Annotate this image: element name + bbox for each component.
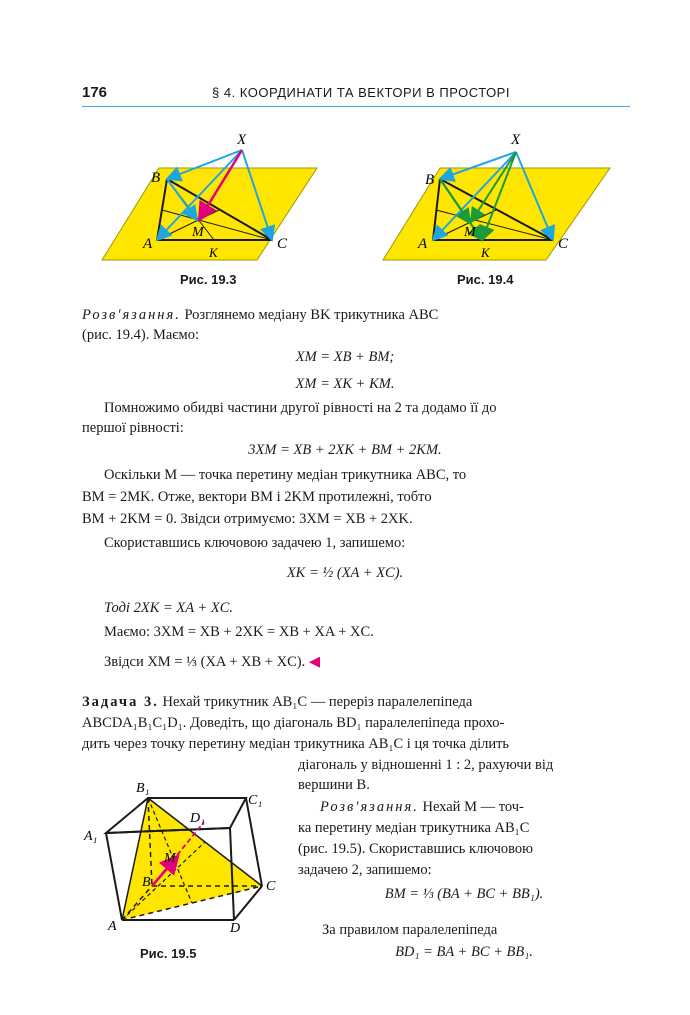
section-title: § 4. КООРДИНАТИ ТА ВЕКТОРИ В ПРОСТОРІ xyxy=(212,85,510,100)
paragraph-3b: BM = 2MK. Отже, вектори BM і 2KM протилежні, тобто xyxy=(82,489,432,505)
label-d: D xyxy=(230,921,241,936)
paragraph-5: Тоді 2XK = XA + XC. xyxy=(104,600,234,616)
page-number: 176 xyxy=(82,84,108,101)
equation-5: BM = ⅓ (BA + BC + BB₁). xyxy=(384,886,544,902)
label-c1: C₁ xyxy=(248,793,263,808)
paragraph-3c: BM + 2KM = 0. Звідси отримуємо: 3XM = XB + 2XK. xyxy=(82,511,413,527)
caption-19-4: Рис. 19.4 xyxy=(457,272,514,287)
label-k: K xyxy=(481,245,490,260)
header-rule xyxy=(82,106,630,107)
task-3-line-4: діагональ у відношенні 1 : 2, рахуючи від xyxy=(298,757,554,773)
label-m: M xyxy=(192,225,204,240)
paragraph-6: Маємо: 3XM = XB + 2XK = XB + XA + XC. xyxy=(104,624,374,640)
label-b: B xyxy=(142,875,151,890)
label-d1: D₁ xyxy=(190,811,205,826)
label-c: C xyxy=(277,236,288,252)
solution-paragraph-1: Розв'язання. Розглянемо медіану BK трикутника ABC xyxy=(82,307,439,323)
label-c: C xyxy=(266,879,276,894)
paragraph-7: Звідси XM = ⅓ (XA + XB + XC). ◀ xyxy=(104,654,320,670)
task-3-line-3: дить через точку перетину медіан трикутника AB₁C і ця точка ділить xyxy=(82,736,510,752)
solution-2-line-1: Розв'язання. Нехай M — точ- xyxy=(320,799,524,815)
end-of-solution-icon: ◀ xyxy=(308,654,320,670)
label-a: A xyxy=(143,236,153,252)
paragraph-8: За правилом паралелепіпеда xyxy=(322,922,498,938)
task-3-line-2: ABCDA₁B₁C₁D₁. Доведіть, що діагональ BD₁ паралелепіпеда прохо- xyxy=(82,715,505,731)
equation-6: BD₁ = BA + BC + BB₁. xyxy=(395,944,533,960)
paragraph-4: Скориставшись ключовою задачею 1, запишемо: xyxy=(104,535,406,551)
equation-2: XM = XK + KM. xyxy=(295,376,395,392)
solution-2-line-3: (рис. 19.5). Скориставшись ключовою xyxy=(298,841,533,857)
page-header xyxy=(82,84,630,106)
label-c: C xyxy=(558,236,569,252)
label-b: B xyxy=(151,170,161,186)
equation-3: 3XM = XB + 2XK + BM + 2KM. xyxy=(248,442,442,458)
caption-19-5: Рис. 19.5 xyxy=(140,946,197,961)
label-b: B xyxy=(425,172,435,188)
label-m: M xyxy=(164,851,176,866)
equation-1: XM = XB + BM; xyxy=(295,349,395,365)
solution-2-line-2: ка перетину медіан трикутника AB₁C xyxy=(298,820,530,836)
label-a1: A₁ xyxy=(84,829,98,844)
figure-19-3 xyxy=(97,130,322,265)
paragraph-2a: Помножимо обидві частини другої рівності на 2 та додамо її до xyxy=(104,400,497,416)
label-a: A xyxy=(108,919,117,934)
figure-19-4 xyxy=(378,130,613,265)
task-3-line-5: вершини B. xyxy=(298,777,370,793)
label-a: A xyxy=(418,236,428,252)
figure-19-5 xyxy=(82,778,287,938)
solution-2-line-4: задачею 2, запишемо: xyxy=(298,862,432,878)
equation-4: XK = ½ (XA + XC). xyxy=(286,565,404,581)
task-3-line-1: Задача 3. Нехай трикутник AB₁C — переріз паралелепіпеда xyxy=(82,694,473,710)
label-x: X xyxy=(237,132,247,148)
caption-19-3: Рис. 19.3 xyxy=(180,272,237,287)
label-b1: B₁ xyxy=(136,781,150,796)
solution-paragraph-1b: (рис. 19.4). Маємо: xyxy=(82,327,199,343)
paragraph-2b: першої рівності: xyxy=(82,420,184,436)
label-k: K xyxy=(209,245,218,260)
label-m: M xyxy=(464,225,476,240)
label-x: X xyxy=(511,132,521,148)
paragraph-3a: Оскільки M — точка перетину медіан трикутника ABC, то xyxy=(104,467,467,483)
